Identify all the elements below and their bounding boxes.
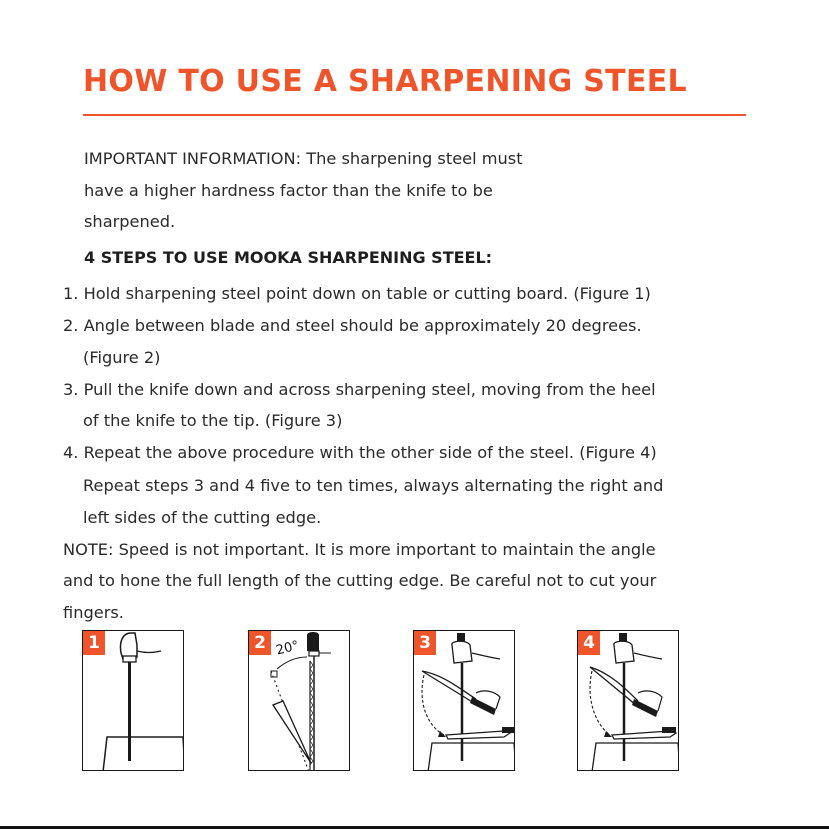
- cutting-board-icon: [592, 743, 679, 771]
- note-line-2: and to hone the full length of the cutting edge. Be careful not to cut your: [63, 571, 657, 590]
- important-line-2: have a higher hardness factor than the knife to be: [84, 181, 493, 200]
- angle-label: 20°: [274, 638, 301, 659]
- cutting-board-icon: [428, 743, 515, 771]
- title-underline: [83, 114, 746, 116]
- page-title: HOW TO USE A SHARPENING STEEL: [83, 64, 687, 99]
- hand-holding-steel-icon: [120, 633, 161, 761]
- note-line-1: NOTE: Speed is not important. It is more important to maintain the angle: [63, 540, 656, 559]
- important-line-3: sharpened.: [84, 212, 176, 231]
- figure-3-badge: 3: [414, 631, 436, 655]
- arc-arrow-icon: [590, 671, 612, 737]
- step-3-text: 3. Pull the knife down and across sharpening steel, moving from the heel: [63, 380, 656, 399]
- step-1-text: 1. Hold sharpening steel point down on table or cutting board. (Figure 1): [63, 284, 651, 303]
- hand-holding-steel-icon: [307, 632, 331, 771]
- step-2-text: 2. Angle between blade and steel should be approximately 20 degrees.: [63, 316, 642, 335]
- repeat-text-cont: left sides of the cutting edge.: [83, 508, 322, 527]
- step-2-figure-ref: (Figure 2): [83, 348, 161, 367]
- steps-heading: 4 STEPS TO USE MOOKA SHARPENING STEEL:: [84, 248, 493, 267]
- important-line-1: IMPORTANT INFORMATION: The sharpening steel must: [84, 149, 523, 168]
- step-3-text-cont: of the knife to the tip. (Figure 3): [83, 411, 343, 430]
- note-line-3: fingers.: [63, 603, 124, 622]
- repeat-text: Repeat steps 3 and 4 five to ten times, always alternating the right and: [83, 476, 664, 495]
- knife-icon: [271, 671, 311, 771]
- figure-4-badge: 4: [578, 631, 600, 655]
- figure-2-badge: 2: [249, 631, 271, 655]
- cutting-board-icon: [103, 737, 184, 771]
- step-4-text: 4. Repeat the above procedure with the other side of the steel. (Figure 4): [63, 443, 657, 462]
- figure-1-badge: 1: [83, 631, 105, 655]
